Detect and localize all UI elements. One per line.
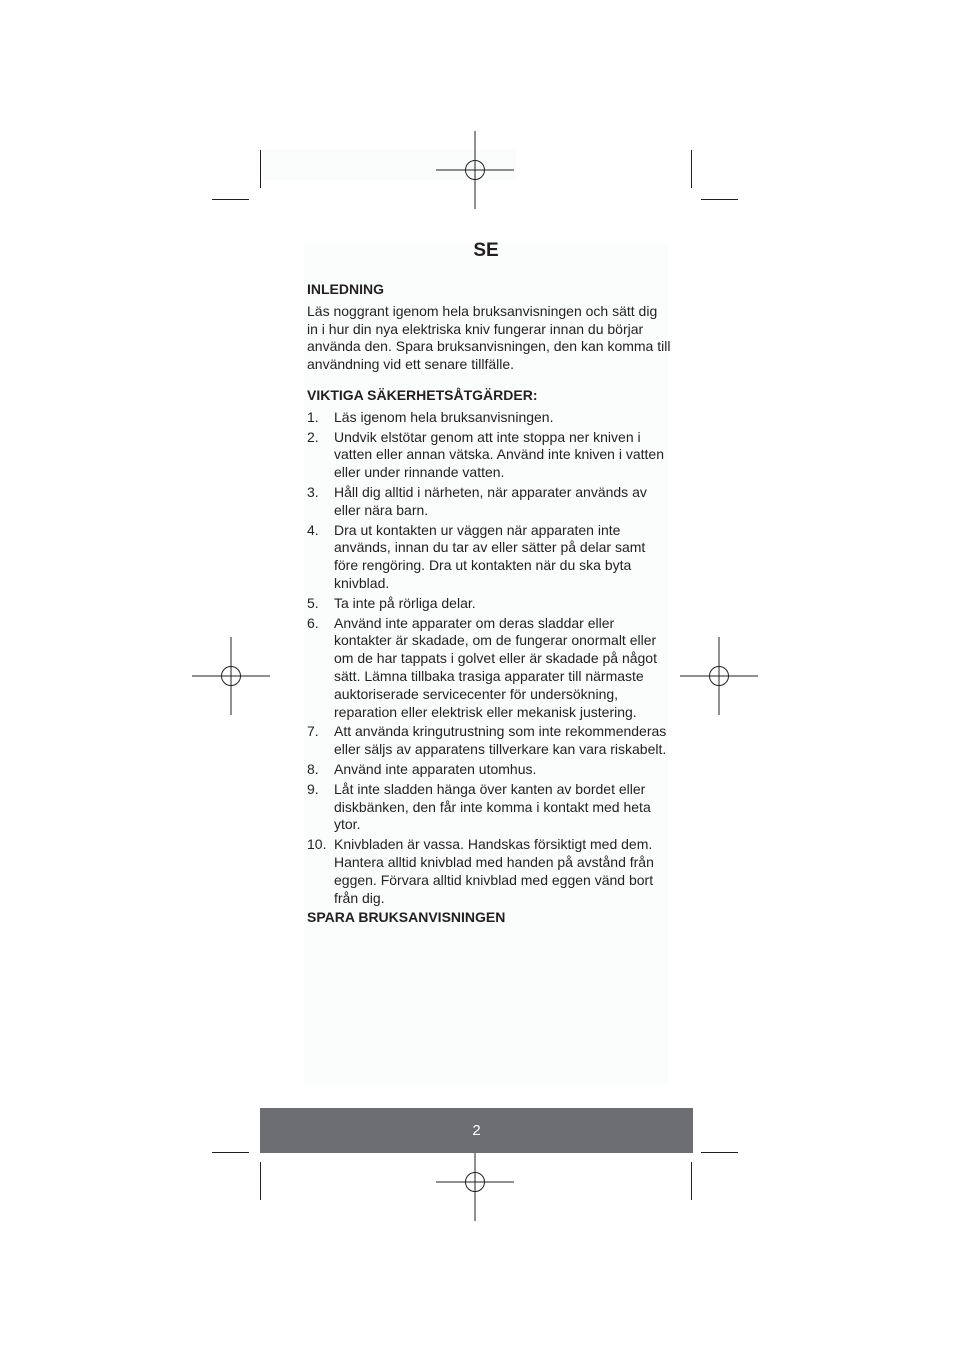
crop-mark	[691, 150, 692, 188]
list-item	[307, 484, 671, 520]
list-item	[307, 429, 671, 482]
list-item-text: Använd inte apparaten utomhus.	[334, 760, 537, 777]
registration-mark-icon	[680, 637, 758, 715]
list-item	[307, 836, 671, 907]
list-item	[307, 615, 671, 722]
list-item-text: Använd inte apparater om deras sladdar eller kontakter är skadade, om de fungerar onormalt eller om de har tappats i golvet eller är skadade på något sätt. Lämna tillbaka trasiga apparater till närmaste auktoriserade servicecenter för undersökning, reparation eller elektrisk eller mekanisk justering.	[334, 614, 657, 720]
list-item-text: Ta inte på rörliga delar.	[334, 594, 476, 611]
list-item-text: Att använda kringutrustning som inte rekommenderas eller säljs av apparatens tillverkare kan vara riskabelt.	[334, 723, 667, 758]
crop-mark	[212, 1152, 249, 1153]
list-item	[307, 761, 671, 779]
list-item	[307, 409, 671, 427]
crop-mark	[260, 150, 261, 188]
intro-text: Läs noggrant igenom hela bruksanvisningen och sätt dig in i hur din nya elektriska kniv fungerar innan du börjar använda den. Spara bruksanvisningen, den kan komma till användning vid ett senare tillfälle.	[307, 302, 671, 373]
list-item-number: 1.	[307, 408, 319, 425]
manual-content	[307, 281, 671, 927]
list-item-text: Läs igenom hela bruksanvisningen.	[334, 408, 554, 425]
crop-mark	[260, 1162, 261, 1200]
list-item-text: Håll dig alltid i närheten, när apparater används av eller nära barn.	[334, 483, 647, 518]
list-item-number: 10.	[307, 836, 327, 853]
list-item	[307, 781, 671, 834]
list-item-number: 5.	[307, 594, 319, 611]
list-item-text: Knivbladen är vassa. Handskas försiktigt med dem. Hantera alltid knivblad med handen på avstånd från eggen. Förvara alltid knivblad med eggen vänd bort från dig.	[334, 836, 654, 906]
crop-mark	[691, 1162, 692, 1200]
registration-mark-icon	[192, 637, 270, 715]
registration-mark-icon	[436, 1143, 514, 1221]
list-item-number: 4.	[307, 521, 319, 538]
list-item	[307, 723, 671, 759]
closing-heading: SPARA BRUKSANVISNINGEN	[307, 909, 506, 926]
page-footer-bar	[260, 1108, 693, 1153]
list-item-number: 9.	[307, 780, 319, 797]
language-code: SE	[473, 240, 499, 261]
page-number: 2	[472, 1122, 481, 1139]
list-item-number: 6.	[307, 614, 319, 631]
intro-heading: INLEDNING	[307, 281, 384, 297]
list-item-text: Dra ut kontakten ur väggen när apparaten inte används, innan du tar av eller sätter på delar samt före rengöring. Dra ut kontakten när du ska byta knivblad.	[334, 521, 646, 591]
crop-mark	[701, 199, 738, 200]
registration-mark-icon	[436, 131, 514, 209]
safety-list	[307, 409, 671, 908]
list-item-text: Undvik elstötar genom att inte stoppa ner kniven i vatten eller annan vätska. Använd inte kniven i vatten eller under rinnande vatten.	[334, 428, 664, 481]
list-item-number: 8.	[307, 760, 319, 777]
list-item-number: 2.	[307, 428, 319, 445]
crop-mark	[212, 199, 249, 200]
list-item-text: Låt inte sladden hänga över kanten av bordet eller diskbänken, den får inte komma i kontakt med heta ytor.	[334, 780, 651, 833]
crop-mark	[701, 1152, 738, 1153]
list-item	[307, 595, 671, 613]
safety-heading: VIKTIGA SÄKERHETSÅTGÄRDER:	[307, 386, 538, 403]
list-item-number: 3.	[307, 483, 319, 500]
list-item	[307, 522, 671, 593]
list-item-number: 7.	[307, 723, 319, 740]
